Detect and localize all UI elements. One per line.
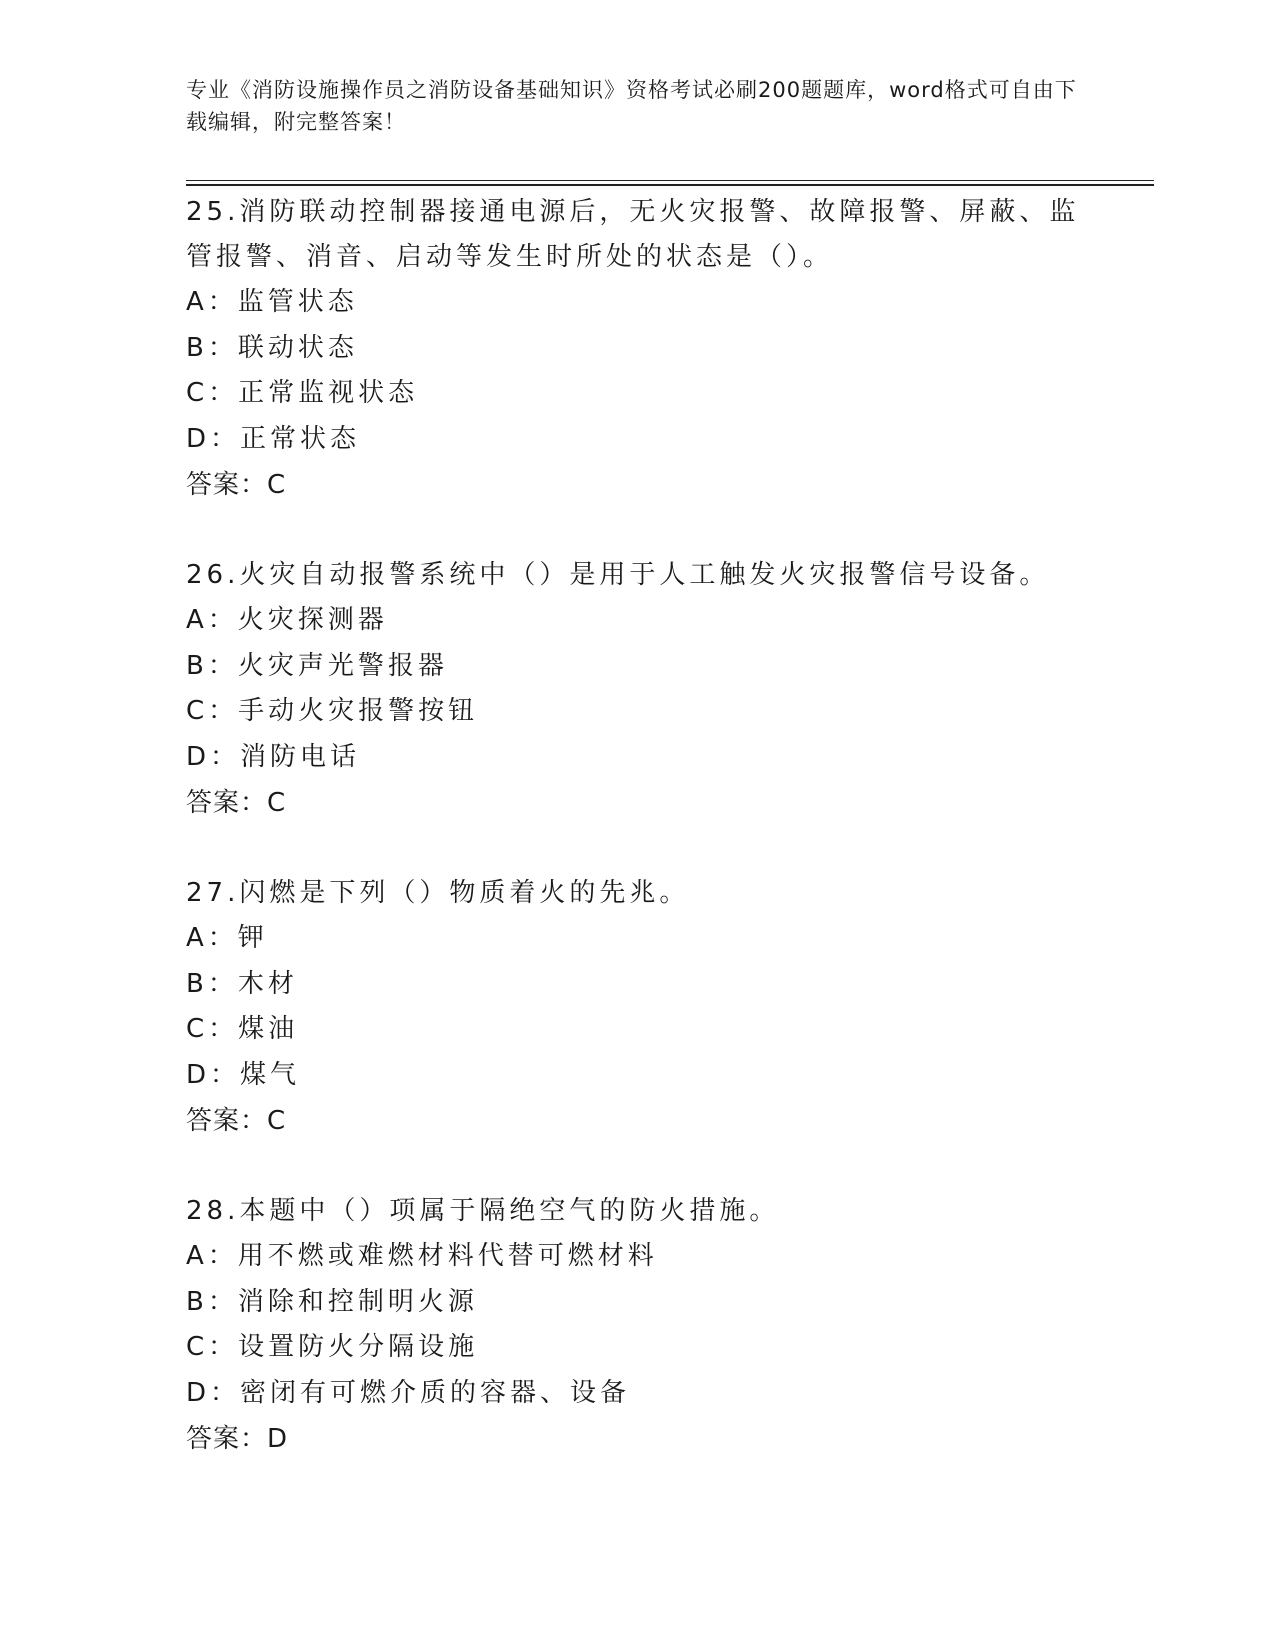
option-b: B：火灾声光警报器 xyxy=(186,650,448,681)
option-d: D：正常状态 xyxy=(186,423,361,454)
option-a: A：火灾探测器 xyxy=(186,605,388,635)
option-c: C：煤油 xyxy=(186,1014,299,1044)
option-a: A：钾 xyxy=(186,923,268,953)
option-a: A：用不燃或难燃材料代替可燃材料 xyxy=(186,1241,658,1271)
header-divider-thick xyxy=(186,184,1154,186)
question-27 xyxy=(186,871,1086,1144)
option-b: B：消除和控制明火源 xyxy=(186,1286,478,1317)
option-c: C：手动火灾报警按钮 xyxy=(186,696,479,726)
option-d: D：消防电话 xyxy=(186,741,361,772)
question-stem: 27.闪燃是下列（）物质着火的先兆。 xyxy=(186,878,690,908)
answer-line: 答案：C xyxy=(186,788,287,818)
answer-line: 答案：C xyxy=(186,470,287,500)
question-list xyxy=(186,190,1086,1507)
option-d: D：煤气 xyxy=(186,1059,301,1090)
question-stem: 28.本题中（）项属于隔绝空气的防火措施。 xyxy=(186,1196,780,1226)
option-b: B：木材 xyxy=(186,968,298,999)
question-stem: 26.火灾自动报警系统中（）是用于人工触发火灾报警信号设备。 xyxy=(186,560,1050,590)
option-c: C：设置防火分隔设施 xyxy=(186,1332,479,1362)
document-header: 专业《消防设施操作员之消防设备基础知识》资格考试必刷200题题库，word格式可自由下载编辑，附完整答案！ xyxy=(186,78,1077,134)
question-28 xyxy=(186,1189,1086,1462)
question-25 xyxy=(186,190,1086,508)
question-26 xyxy=(186,553,1086,826)
option-b: B：联动状态 xyxy=(186,332,358,363)
option-c: C：正常监视状态 xyxy=(186,378,419,408)
option-a: A：监管状态 xyxy=(186,287,358,317)
question-stem: 25.消防联动控制器接通电源后，无火灾报警、故障报警、屏蔽、监管报警、消音、启动等发生时所处的状态是（）。 xyxy=(186,197,1080,272)
answer-line: 答案：C xyxy=(186,1106,287,1136)
option-d: D：密闭有可燃介质的容器、设备 xyxy=(186,1377,631,1408)
answer-line: 答案：D xyxy=(186,1424,289,1454)
header-divider-thin xyxy=(186,180,1154,181)
